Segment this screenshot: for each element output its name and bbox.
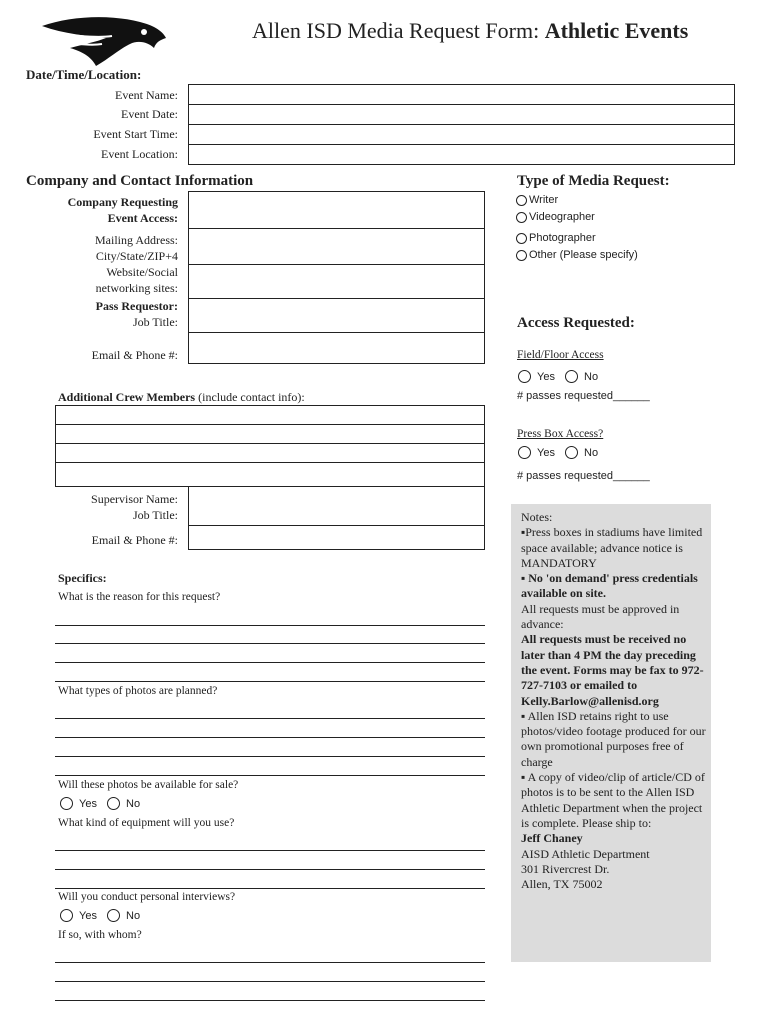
radio-circle[interactable] (107, 909, 120, 922)
notes-deadline: All requests must be received no later than 4 PM the day preceding the event. Forms may be fax to 972-727-7103 or emailed to Kelly.Barlow@allenisd.org (521, 632, 704, 708)
mailing-label-1: Mailing Address: (95, 233, 178, 247)
interview-no-option[interactable]: No (107, 909, 140, 922)
question-with-whom: If so, with whom? (58, 929, 142, 941)
field-floor-access-label: Field/Floor Access (517, 349, 604, 361)
radio-circle[interactable] (518, 446, 531, 459)
radio-circle[interactable] (516, 212, 527, 223)
notes-street: 301 Rivercrest Dr. (521, 861, 610, 876)
event-name-label: Event Name: (115, 88, 178, 102)
press-yes-option[interactable]: Yes (518, 446, 555, 459)
radio-circle[interactable] (60, 909, 73, 922)
notes-copy: ▪ A copy of video/clip of article/CD of photos is to be sent to the Allen ISD Athletic Department when the project is complete. Please ship to: (521, 770, 705, 830)
radio-circle[interactable] (60, 797, 73, 810)
supervisor-email-label: Email & Phone #: (91, 533, 178, 547)
field-no-option[interactable]: No (565, 370, 598, 383)
media-other-option[interactable]: Other (Please specify) (516, 249, 638, 261)
answer-line[interactable] (55, 625, 485, 626)
crew-field-4[interactable] (55, 462, 485, 487)
answer-line[interactable] (55, 643, 485, 644)
media-type-heading: Type of Media Request: (517, 173, 670, 189)
radio-circle[interactable] (107, 797, 120, 810)
notes-box (511, 504, 711, 962)
answer-line[interactable] (55, 775, 485, 776)
job-title-label: Job Title: (132, 315, 178, 329)
press-box-access-label: Press Box Access? (517, 428, 604, 440)
field-passes-requested[interactable]: # passes requested______ (517, 390, 650, 402)
crew-field-2[interactable] (55, 424, 485, 444)
supervisor-email-field[interactable] (188, 525, 485, 550)
crew-field-3[interactable] (55, 443, 485, 463)
question-reason: What is the reason for this request? (58, 591, 221, 603)
question-equipment: What kind of equipment will you use? (58, 817, 235, 829)
date-section-heading: Date/Time/Location: (26, 67, 142, 82)
email-phone-label: Email & Phone #: (91, 348, 178, 362)
mailing-label-2: City/State/ZIP+4 (95, 249, 178, 263)
press-passes-requested[interactable]: # passes requested______ (517, 470, 650, 482)
radio-circle[interactable] (518, 370, 531, 383)
media-photographer-option[interactable]: Photographer (516, 232, 596, 244)
notes-rights: ▪ Allen ISD retains right to use photos/video footage produced for our own promotional purposes free of charge (521, 708, 706, 769)
question-photo-types: What types of photos are planned? (58, 685, 218, 697)
interview-yes-option[interactable]: Yes (60, 909, 97, 922)
radio-circle[interactable] (516, 233, 527, 244)
event-date-label: Event Date: (121, 107, 178, 121)
answer-line[interactable] (55, 737, 485, 738)
company-heading: Company and Contact Information (26, 173, 254, 189)
eagle-head-logo (40, 14, 170, 70)
email-phone-field[interactable] (188, 332, 485, 364)
question-interviews: Will you conduct personal interviews? (58, 891, 236, 903)
answer-line[interactable] (55, 850, 485, 851)
crew-field-1[interactable] (55, 405, 485, 425)
answer-line[interactable] (55, 1000, 485, 1001)
event-start-time-label: Event Start Time: (93, 127, 178, 141)
event-location-field[interactable] (188, 144, 735, 165)
radio-circle[interactable] (516, 250, 527, 261)
radio-circle[interactable] (565, 446, 578, 459)
supervisor-title-label: Job Title: (132, 508, 178, 522)
notes-no-on-demand: ▪ No 'on demand' press credentials available on site. (521, 571, 698, 601)
website-label-2: networking sites: (95, 281, 178, 295)
answer-line[interactable] (55, 869, 485, 870)
event-name-field[interactable] (188, 84, 735, 105)
company-label-1: Company Requesting (67, 195, 178, 209)
radio-circle[interactable] (516, 195, 527, 206)
event-date-field[interactable] (188, 104, 735, 125)
crew-label: Additional Crew Members (include contact info): (58, 390, 305, 404)
pass-requestor-field[interactable] (188, 298, 485, 333)
answer-line[interactable] (55, 681, 485, 682)
answer-line[interactable] (55, 888, 485, 889)
website-field[interactable] (188, 264, 485, 299)
sale-yes-option[interactable]: Yes (60, 797, 97, 810)
answer-line[interactable] (55, 981, 485, 982)
sale-no-option[interactable]: No (107, 797, 140, 810)
question-for-sale: Will these photos be available for sale? (58, 779, 239, 791)
field-yes-option[interactable]: Yes (518, 370, 555, 383)
supervisor-field[interactable] (188, 486, 485, 526)
event-location-label: Event Location: (101, 147, 178, 161)
answer-line[interactable] (55, 662, 485, 663)
mailing-address-field[interactable] (188, 228, 485, 265)
supervisor-name-label: Supervisor Name: (91, 492, 178, 506)
answer-line[interactable] (55, 718, 485, 719)
answer-line[interactable] (55, 756, 485, 757)
notes-approval: All requests must be approved in advance: (521, 601, 680, 632)
company-field[interactable] (188, 191, 485, 229)
page-title: Allen ISD Media Request Form: Athletic Events (252, 18, 689, 43)
radio-circle[interactable] (565, 370, 578, 383)
pass-requestor-label: Pass Requestor: (95, 299, 178, 313)
notes-heading: Notes: (521, 510, 553, 524)
notes-city: Allen, TX 75002 (521, 877, 603, 892)
event-start-time-field[interactable] (188, 124, 735, 145)
notes-contact-name: Jeff Chaney (521, 831, 583, 846)
access-heading: Access Requested: (517, 315, 635, 331)
press-no-option[interactable]: No (565, 446, 598, 459)
answer-line[interactable] (55, 962, 485, 963)
media-writer-option[interactable]: Writer (516, 194, 558, 206)
media-videographer-option[interactable]: Videographer (516, 211, 595, 223)
website-label-1: Website/Social (106, 265, 178, 279)
company-label-2: Event Access: (107, 211, 178, 225)
notes-press-box: ▪Press boxes in stadiums have limited space available; advance notice is MANDATORY (521, 525, 703, 570)
notes-department: AISD Athletic Department (521, 846, 650, 861)
specifics-heading: Specifics: (58, 571, 107, 585)
